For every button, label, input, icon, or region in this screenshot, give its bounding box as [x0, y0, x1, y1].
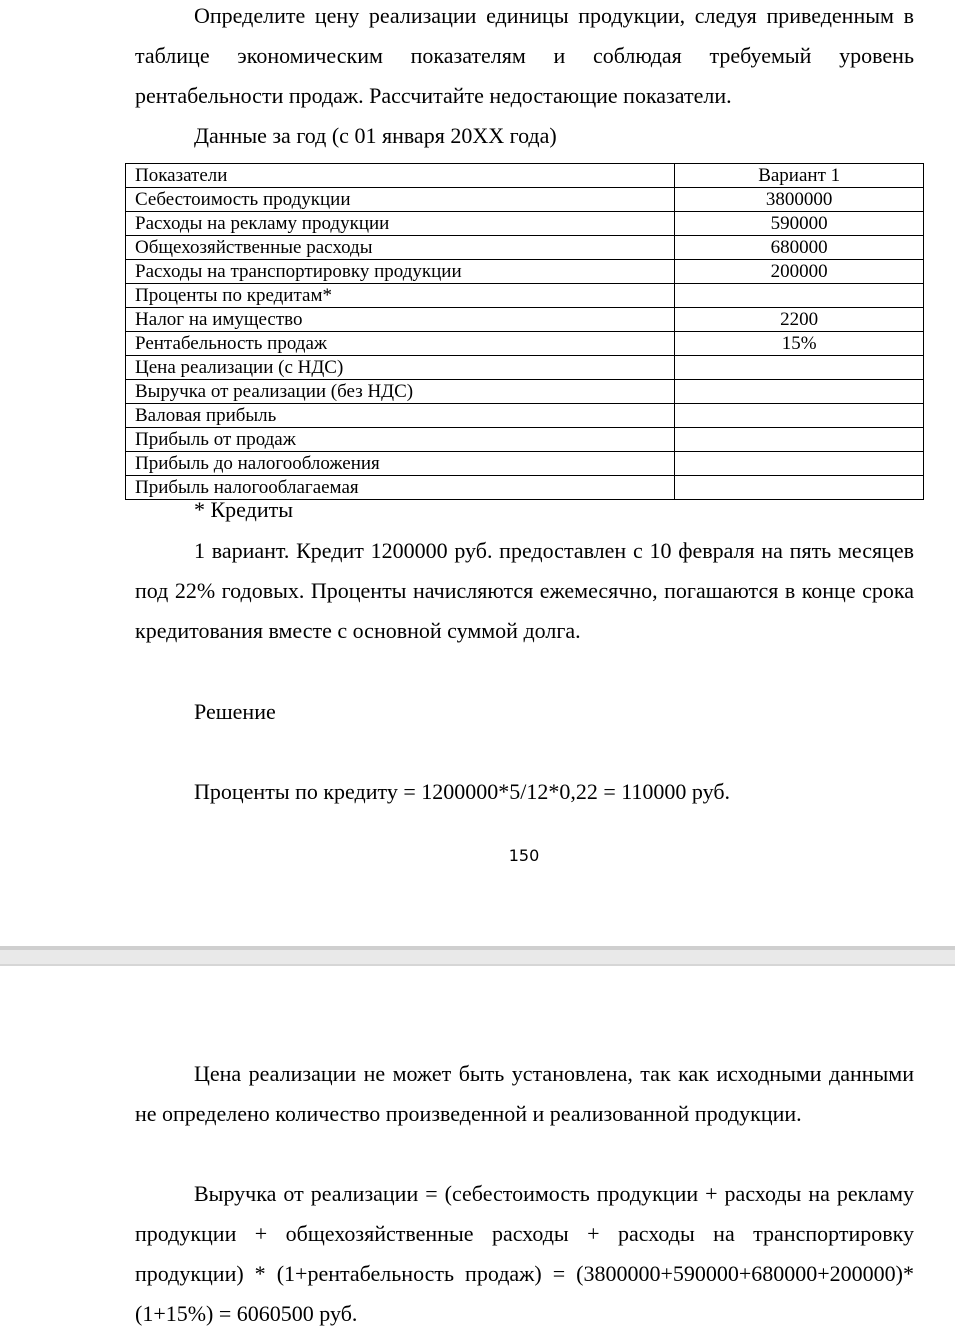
indicator-value-cell — [675, 476, 924, 500]
table-row — [126, 212, 924, 236]
table-row — [126, 380, 924, 404]
indicator-label-cell: Расходы на рекламу продукции — [126, 212, 675, 236]
indicator-value-cell — [675, 284, 924, 308]
indicator-label-cell: Проценты по кредитам* — [126, 284, 675, 308]
table-row — [126, 260, 924, 284]
table-row — [126, 188, 924, 212]
indicator-value-cell — [675, 404, 924, 428]
indicator-label-cell: Общехозяйственные расходы — [126, 236, 675, 260]
credit-terms-paragraph: 1 вариант. Кредит 1200000 руб. предоставлен с 10 февраля на пять месяцев под 22% годовых. Проценты начисляются ежемесячно, погашаются в конце срока кредитования вместе с основной суммой долга. — [135, 538, 914, 643]
indicator-value-cell — [675, 356, 924, 380]
table-row — [126, 284, 924, 308]
table-row — [126, 236, 924, 260]
indicator-value-cell: 680000 — [675, 236, 924, 260]
table-row — [126, 308, 924, 332]
solution-heading: Решение — [194, 699, 276, 724]
indicator-label-cell: Расходы на транспортировку продукции — [126, 260, 675, 284]
indicators-table — [125, 163, 924, 500]
indicator-label-cell: Цена реализации (с НДС) — [126, 356, 675, 380]
indicator-label-cell: Прибыль налогооблагаемая — [126, 476, 675, 500]
indicator-value-cell — [675, 428, 924, 452]
table-row — [126, 404, 924, 428]
table-row — [126, 452, 924, 476]
indicator-label-cell: Выручка от реализации (без НДС) — [126, 380, 675, 404]
indicator-value-cell: 3800000 — [675, 188, 924, 212]
indicator-value-cell: 15% — [675, 332, 924, 356]
interest-formula: Проценты по кредиту = 1200000*5/12*0,22 = 110000 руб. — [194, 779, 731, 804]
indicator-value-cell — [675, 380, 924, 404]
indicator-value-cell: 590000 — [675, 212, 924, 236]
indicator-label-cell: Себестоимость продукции — [126, 188, 675, 212]
indicator-label-cell: Рентабельность продаж — [126, 332, 675, 356]
header-variant-cell: Вариант 1 — [675, 164, 924, 188]
indicator-value-cell — [675, 452, 924, 476]
table-row — [126, 356, 924, 380]
page-separator — [0, 946, 955, 966]
indicator-value-cell: 2200 — [675, 308, 924, 332]
indicator-label-cell: Валовая прибыль — [126, 404, 675, 428]
document-page-next — [0, 966, 955, 1340]
page-number: 150 — [508, 846, 540, 865]
table-caption: Данные за год (с 01 января 20XX года) — [194, 123, 557, 148]
task-intro-paragraph: Определите цену реализации единицы продукции, следуя приведенным в таблице экономическим показателям и соблюдая требуемый уровень рентабельности продаж. Рассчитайте недостающие показатели. — [135, 3, 914, 108]
header-indicators-cell: Показатели — [126, 164, 675, 188]
revenue-calculation-paragraph: Выручка от реализации = (себестоимость продукции + расходы на рекламу продукции + общехозяйственные расходы + расходы на транспортировку продукции) * (1+рентабельность продаж) = (3800000+590000+680000+200000)*(1+15%) = 6060500 руб. — [135, 1181, 914, 1326]
indicator-label-cell: Налог на имущество — [126, 308, 675, 332]
indicator-label-cell: Прибыль от продаж — [126, 428, 675, 452]
table-header-row — [126, 164, 924, 188]
price-explanation-paragraph: Цена реализации не может быть установлена, так как исходными данными не определено количество произведенной и реализованной продукции. — [135, 1061, 914, 1126]
indicator-value-cell: 200000 — [675, 260, 924, 284]
table-row — [126, 332, 924, 356]
table-row — [126, 428, 924, 452]
footnote-credits: * Кредиты — [194, 497, 294, 522]
indicator-label-cell: Прибыль до налогообложения — [126, 452, 675, 476]
